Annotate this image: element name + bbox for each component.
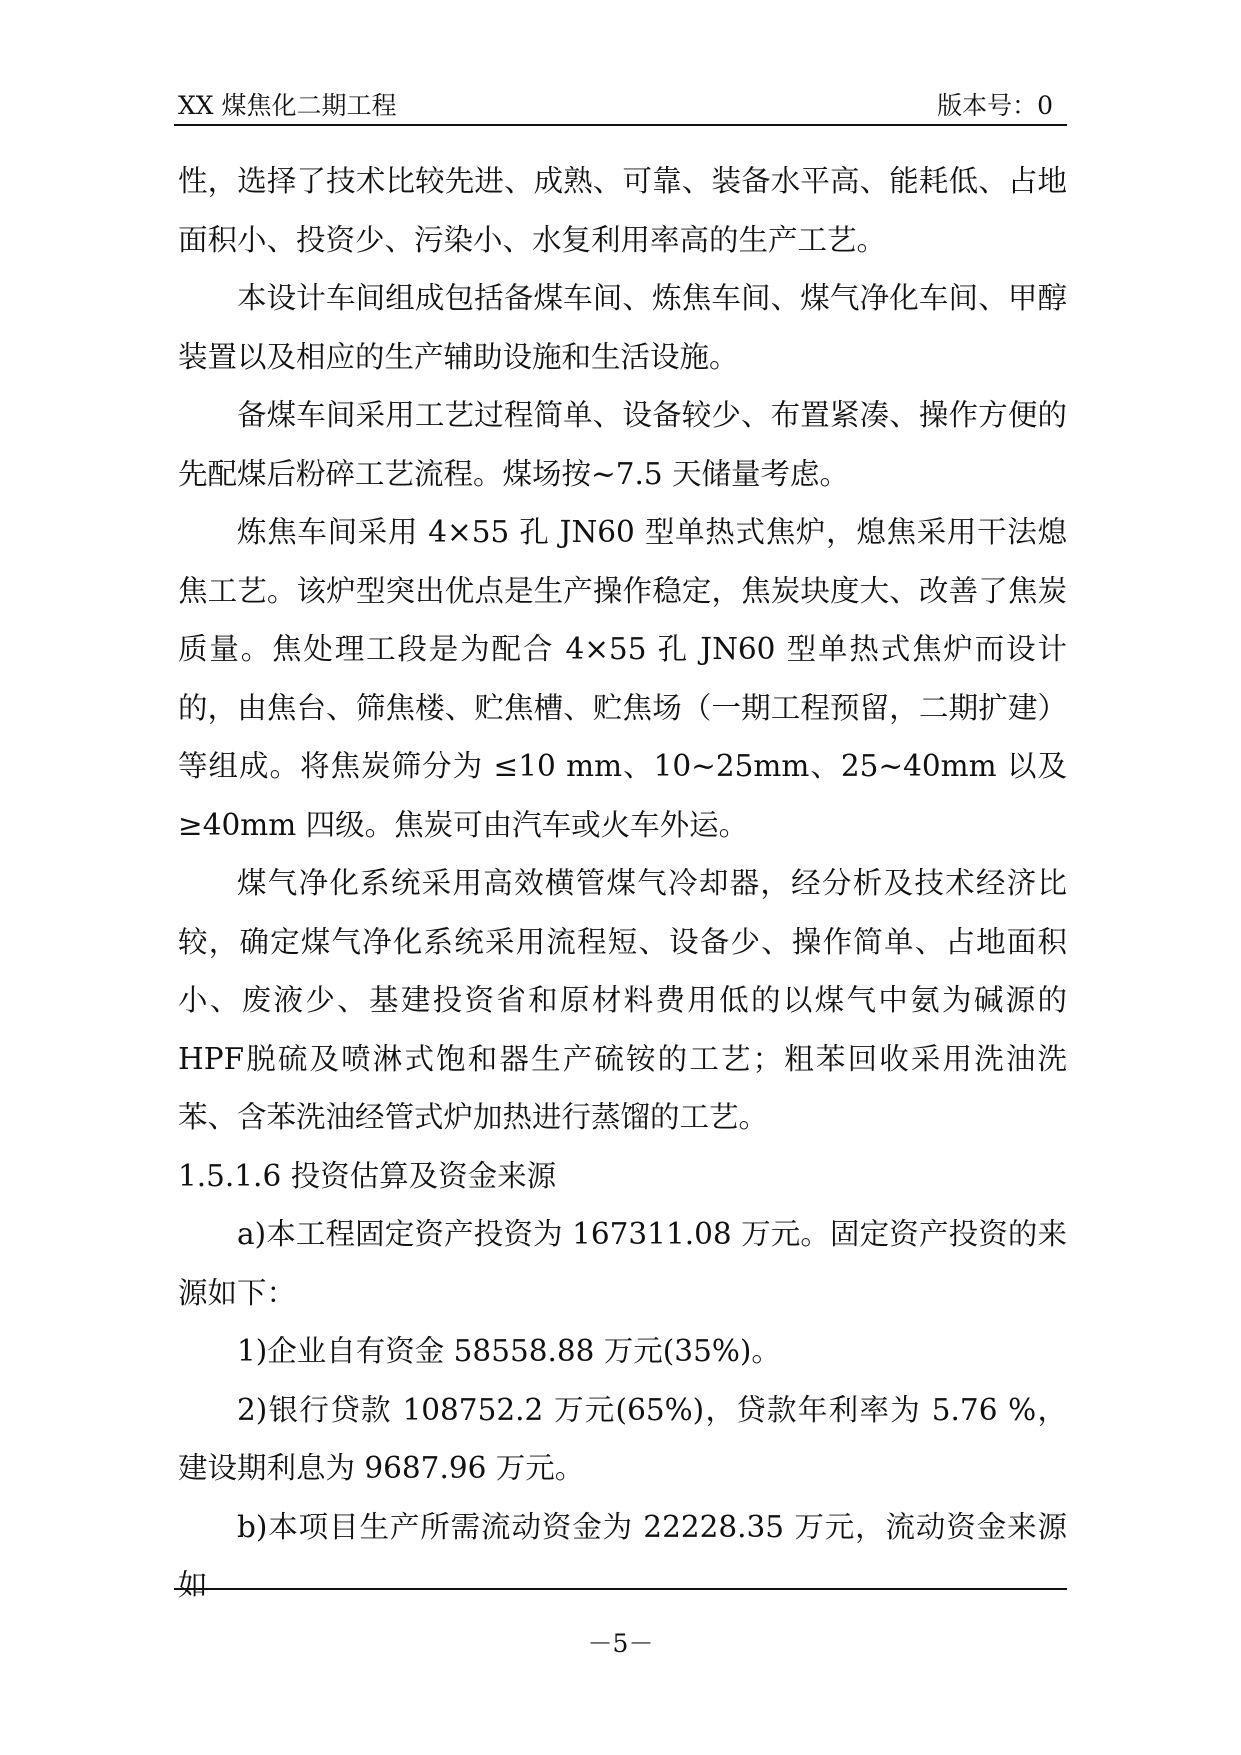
paragraph-gas-purification: 煤气净化系统采用高效横管煤气冷却器，经分析及技术经济比较，确定煤气净化系统采用流程短、设备少、操作简单、占地面积小、废液少、基建投资省和原材料费用低的以煤气中氨为碱源的HPF脱硫及喷淋式饱和器生产硫铵的工艺；粗苯回收采用洗油洗苯、含苯洗油经管式炉加热进行蒸馏的工艺。 [178,866,1067,1134]
version-number: 版本号：0 [937,91,1053,120]
paragraph-bank-loan: 2)银行贷款 108752.2 万元(65%)，贷款年利率为 5.76 %，建设期利息为 9687.96 万元。 [178,1392,1067,1485]
page-header [174,88,1067,126]
paragraph-coking: 炼焦车间采用 4×55 孔 JN60 型单热式焦炉，熄焦采用干法熄焦工艺。该炉型突出优点是生产操作稳定，焦炭块度大、改善了焦炭质量。焦处理工段是为配合 4×55 孔 JN60 型单热式焦炉而设计的，由焦台、筛焦楼、贮焦槽、贮焦场（一期工程预留，二期扩建）等组成。将焦炭筛分为 ≤10 mm、10~25mm、25~40mm 以及≥40mm 四级。焦炭可由汽车或火车外运。 [178,515,1067,842]
body-text [178,152,1067,1615]
footer-rule [174,1588,1067,1590]
paragraph-own-funds: 1)企业自有资金 58558.88 万元(35%)。 [237,1334,781,1368]
paragraph-fixed-investment: a)本工程固定资产投资为 167311.08 万元。固定资产投资的来源如下： [178,1217,1067,1310]
document-title: XX 煤焦化二期工程 [178,91,397,120]
paragraph-coal-preparation: 备煤车间采用工艺过程简单、设备较少、布置紧凑、操作方便的先配煤后粉碎工艺流程。煤场按~7.5 天储量考虑。 [178,398,1067,491]
paragraph-continuation: 性，选择了技术比较先进、成熟、可靠、装备水平高、能耗低、占地面积小、投资少、污染小、水复利用率高的生产工艺。 [178,164,1067,257]
page-number: －5－ [587,1629,654,1658]
paragraph-workshop-composition: 本设计车间组成包括备煤车间、炼焦车间、煤气净化车间、甲醇装置以及相应的生产辅助设施和生活设施。 [178,281,1067,374]
section-heading: 1.5.1.6 投资估算及资金来源 [178,1158,557,1193]
paragraph-working-capital: b)本项目生产所需流动资金为 22228.35 万元，流动资金来源如 [178,1509,1067,1602]
